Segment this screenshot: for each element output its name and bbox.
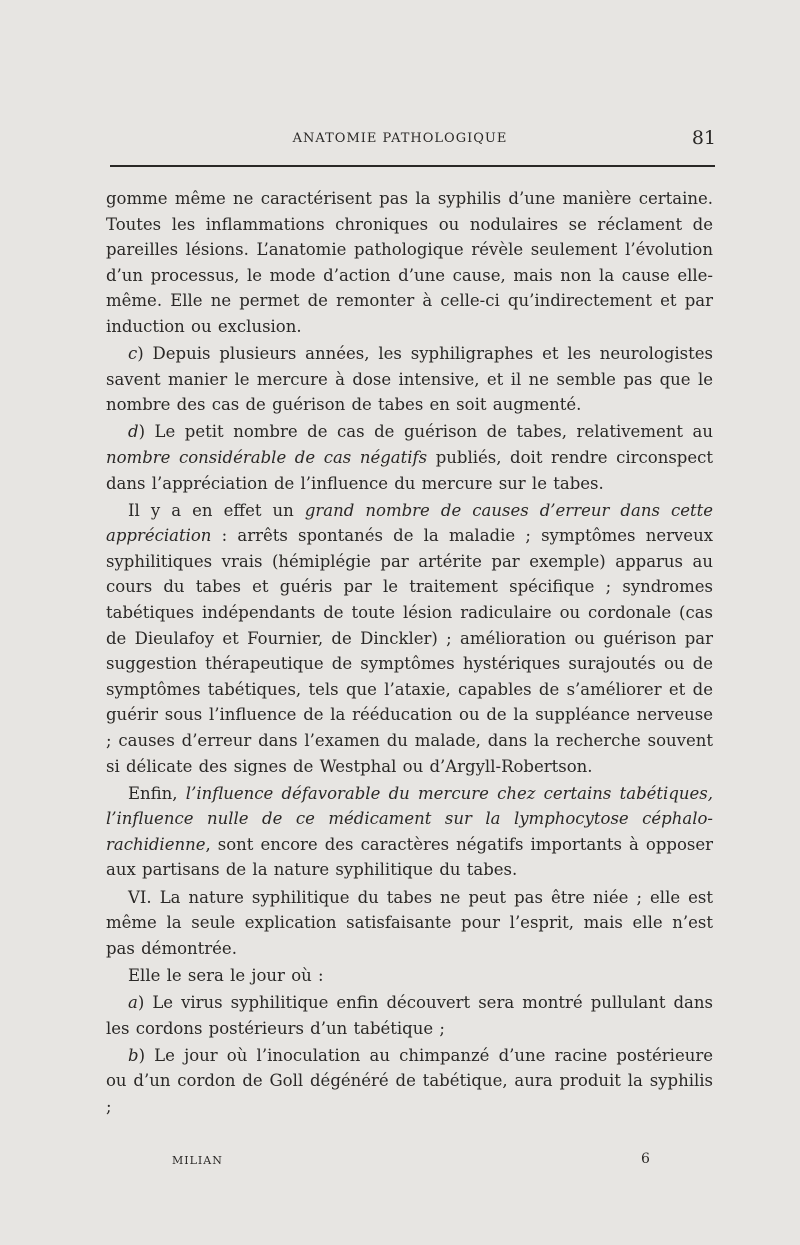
paragraph (106, 419, 713, 496)
text-run: Il y a en effet un (128, 500, 305, 520)
body-text (106, 186, 713, 1121)
header-rule (110, 165, 715, 167)
paragraph (106, 341, 713, 418)
italic-text: l’influence défavorable du mercure chez certains tabétiques, l’influence nulle de ce médicament sur la lymphocytose céphalo-rachidienne (106, 783, 713, 854)
text-run: , sont encore des caractères négatifs importants à opposer aux partisans de la nature syphilitique du tabes. (106, 834, 713, 880)
paragraph (106, 1043, 713, 1120)
paragraph (106, 781, 713, 883)
italic-text: b (128, 1045, 139, 1065)
text-run: ) Le petit nombre de cas de guérison de tabes, relativement au (138, 422, 713, 442)
text-run: VI. La nature syphilitique du tabes ne peut pas être niée ; elle est même la seule explication satisfaisante pour l’esprit, mais elle n’est pas démontrée. (106, 887, 713, 958)
paragraph (106, 498, 713, 780)
text-run: Enfin, (128, 783, 186, 803)
paragraph (106, 963, 713, 989)
italic-text: grand nombre de causes d’erreur dans cette appréciation (106, 500, 714, 546)
sheet-number: 6 (641, 1151, 650, 1167)
italic-text: a (128, 992, 138, 1012)
italic-text: c (128, 344, 138, 364)
page-number: 81 (691, 127, 716, 149)
text-run: gomme même ne caractérisent pas la syphilis d’une manière certaine. Toutes les inflammations chroniques ou nodulaires se réclament de pareilles lésions. L’anatomie pathologique révèle seulement l’évolution d’un processus, le mode d’action d’une cause, mais non la cause elle-même. Elle ne permet de remonter à celle-ci qu’indirectement et par induction ou exclusion. (106, 189, 713, 336)
text-run: ) Depuis plusieurs années, les syphiligraphes et les neurologistes savent manier le mercure à dose intensive, et il ne semble pas que le nombre des cas de guérison de tabes en soit augmenté. (106, 344, 713, 415)
paragraph (106, 186, 713, 340)
text-run: Elle le sera le jour où : (128, 965, 324, 985)
text-run: ) Le virus syphilitique enfin découvert sera montré pullulant dans les cordons postérieurs d’un tabétique ; (106, 992, 713, 1038)
paragraph (106, 885, 713, 962)
text-run: ) Le jour où l’inoculation au chimpanzé d’une racine postérieure ou d’un cordon de Goll dégénéré de tabétique, aura produit la syphilis ; (106, 1045, 713, 1116)
text-run: : arrêts spontanés de la maladie ; symptômes nerveux syphilitiques vrais (hémiplégie par artérite par exemple) apparus au cours du tabes et guéris par le traitement spécifique ; syndromes tabétiques indépendants de toute lésion radiculaire ou cordonale (cas de Dieulafoy et Fournier, de Dinckler) ; amélioration ou guérison par suggestion thérapeutique de symptômes hystériques surajoutés ou de symptômes tabétiques, tels que l’ataxie, capables de s’améliorer et de guérir sous l’influence de la rééducation ou de la suppléance nerveuse ; causes d’erreur dans l’examen du malade, dans la recherche souvent si délicate des signes de Westphal ou d’Argyll-Robertson. (106, 526, 713, 776)
text-run: publiés, doit rendre circonspect dans l’appréciation de l’influence du mercure sur le tabes. (106, 447, 713, 493)
signature-mark: MILIAN (172, 1154, 223, 1167)
italic-text: nombre considérable de cas négatifs (106, 447, 428, 467)
paragraph (106, 990, 713, 1041)
running-header-title: ANATOMIE PATHOLOGIQUE (292, 131, 508, 146)
italic-text: d (128, 422, 139, 442)
